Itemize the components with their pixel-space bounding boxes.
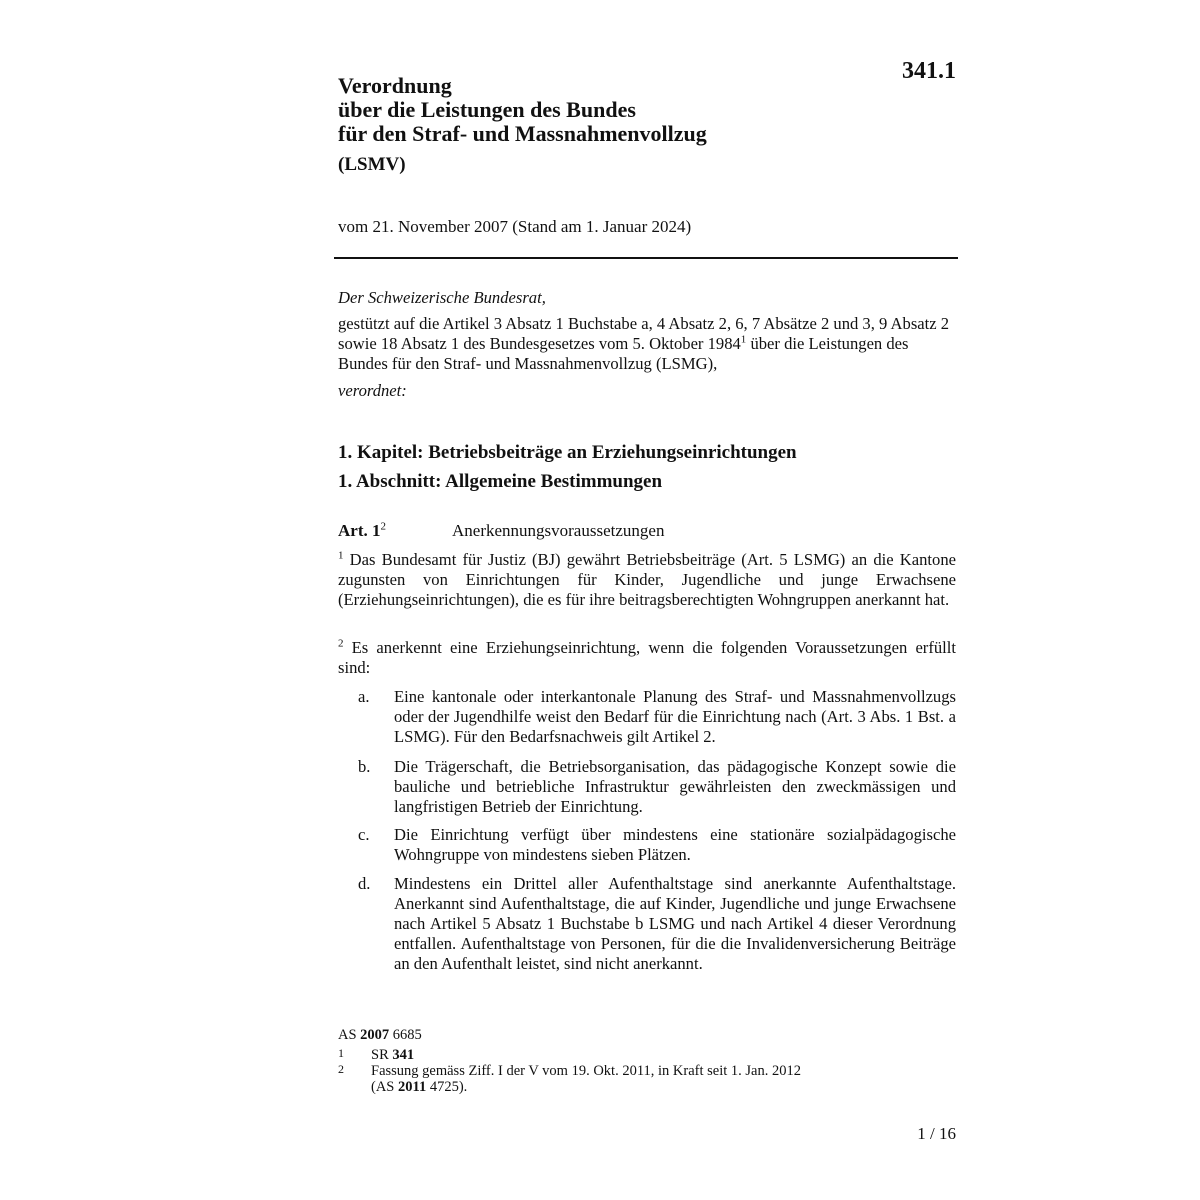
list-item-letter-d: d.	[358, 874, 371, 893]
footnote-1-prefix: SR	[371, 1047, 393, 1063]
as-reference	[338, 1027, 422, 1043]
footnote-2-line-1: Fassung gemäss Ziff. I der V vom 19. Okt. 2011, in Kraft seit 1. Jan. 2012	[371, 1063, 801, 1079]
sr-number: 341.1	[902, 58, 956, 84]
title-line-3: für den Straf- und Massnahmenvollzug	[338, 121, 707, 146]
list-item-text-a: Eine kantonale oder interkantonale Planung des Straf- und Massnahmenvollzugs oder der Jugendhilfe weist den Bedarf für die Einrichtung nach (Art. 3 Abs. 1 Bst. a LSMG). Für den Bedarfsnachweis gilt Artikel 2.	[394, 687, 956, 746]
footnote-1-number: 1	[338, 1046, 344, 1060]
footnote-2-line-2	[371, 1079, 931, 1095]
list-item-letter-c: c.	[358, 825, 370, 844]
list-item-text-c: Die Einrichtung verfügt über mindestens eine stationäre sozialpädagogische Wohngruppe von mindestens sieben Plätzen.	[394, 825, 956, 864]
list-item-text-d: Mindestens ein Drittel aller Aufenthaltstage sind anerkannte Aufenthaltstage. Anerkannt sind Aufenthaltstage, die auf Kinder, Jugendliche und junge Erwachsene nach Artikel 5 Absatz 1 Buchstabe b LSMG und nach Artikel 4 dieser Verordnung entfallen. Aufenthaltstage von Personen, für die die Invalidenversicherung Beiträge an den Aufenthalt leistet, sind nicht anerkannt.	[394, 874, 956, 973]
title-line-2: über die Leistungen des Bundes	[338, 97, 636, 122]
footnote-ref-1[interactable]: 1	[740, 333, 747, 346]
page-number: 1 / 16	[917, 1124, 956, 1143]
preamble-issuer: Der Schweizerische Bundesrat,	[338, 288, 546, 307]
section-heading: 1. Abschnitt: Allgemeine Bestimmungen	[338, 471, 663, 492]
footnote-2-year: 2011	[398, 1079, 427, 1095]
paragraph-number: 1	[338, 549, 344, 562]
title-line-1: Verordnung	[338, 73, 452, 98]
footnote-1-text	[371, 1047, 931, 1063]
article-label-text: Art. 1	[338, 521, 381, 540]
article-label	[338, 521, 386, 541]
chapter-heading: 1. Kapitel: Betriebsbeiträge an Erziehungseinrichtungen	[338, 442, 797, 463]
paragraph-number: 2	[338, 637, 344, 650]
date-line: vom 21. November 2007 (Stand am 1. Januar 2024)	[338, 217, 692, 236]
list-item-text-b: Die Trägerschaft, die Betriebsorganisation, das pädagogische Konzept sowie die bauliche und betriebliche Infrastruktur gewährleisten den zweckmässigen und langfristigen Betrieb der Einrichtung.	[394, 757, 956, 816]
preamble-decrees: verordnet:	[338, 381, 407, 400]
document-title	[338, 74, 707, 146]
footnote-2-text	[371, 1063, 931, 1095]
list-item-letter-a: a.	[358, 687, 370, 706]
as-year: 2007	[360, 1027, 390, 1043]
list-item-letter-b: b.	[358, 757, 371, 776]
as-prefix: AS	[338, 1027, 361, 1043]
header-divider	[334, 257, 958, 259]
article-paragraph-1	[338, 550, 956, 610]
footnote-1-sr: 341	[392, 1047, 415, 1063]
preamble-basis	[338, 314, 958, 374]
footnote-2-number: 2	[338, 1062, 344, 1076]
article-paragraph-2	[338, 638, 956, 678]
article-title: Anerkennungsvoraussetzungen	[452, 521, 665, 540]
footnote-2-suffix: 4725).	[426, 1079, 468, 1095]
footnote-2-prefix: (AS	[371, 1079, 398, 1095]
preamble-basis-text-1: gestützt auf die Artikel 3 Absatz 1 Buchstabe a, 4 Absatz 2, 6, 7 Absätze 2 und 3, 9 Absatz 2 sowie 18 Absatz 1 des Bundesgesetzes vom 5. Oktober 1984	[338, 314, 950, 353]
preamble-basis-text-2: über die Leistungen des Bundes für den Straf- und Massnahmenvollzug (LSMG),	[338, 334, 909, 373]
footnote-ref-2[interactable]: 2	[380, 520, 386, 533]
title-abbreviation: (LSMV)	[338, 154, 406, 175]
paragraph-text: Es anerkennt eine Erziehungseinrichtung, wenn die folgenden Voraussetzungen erfüllt sind:	[338, 638, 956, 677]
as-page: 6685	[389, 1027, 422, 1043]
paragraph-text: Das Bundesamt für Justiz (BJ) gewährt Betriebsbeiträge (Art. 5 LSMG) an die Kantone zugunsten von Einrichtungen für Kinder, Jugendliche und junge Erwachsene (Erziehungseinrichtungen), die es für ihre beitragsberechtigten Wohngruppen anerkannt hat.	[338, 550, 956, 609]
